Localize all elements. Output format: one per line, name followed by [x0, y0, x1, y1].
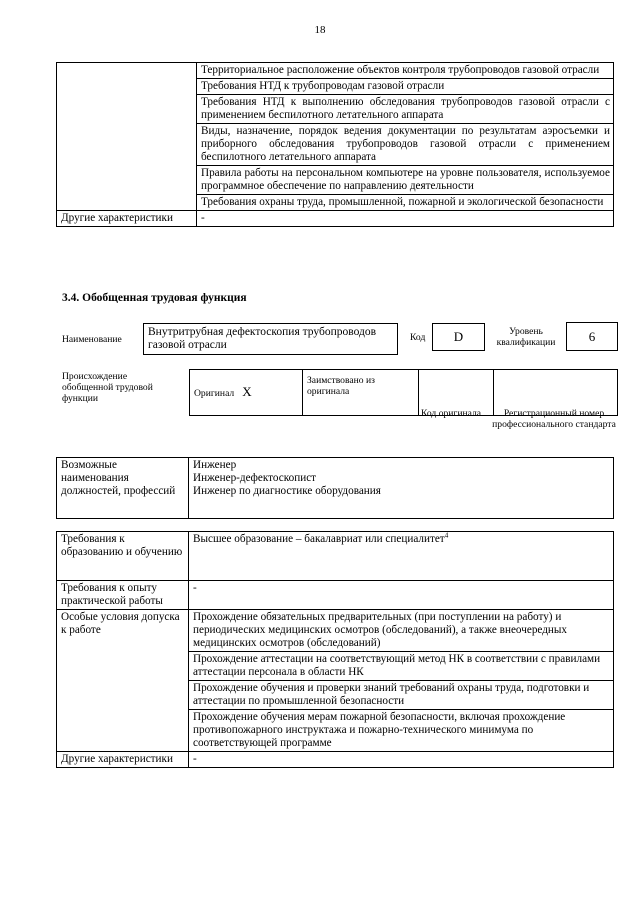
- name-label: Наименование: [62, 334, 122, 345]
- level-value-box: 6: [566, 322, 618, 351]
- row-label: Требования к опыту практической работы: [57, 581, 189, 610]
- positions-table: [56, 457, 614, 519]
- table-cell: -: [197, 211, 614, 227]
- list-item: Инженер: [193, 459, 237, 471]
- table-cell: Требования НТД к выполнению обследования трубопроводов газовой отрасли с применением беспилотного летательного аппарата: [197, 95, 614, 124]
- table-row: [57, 458, 614, 519]
- list-item: Инженер по диагностике оборудования: [193, 485, 381, 497]
- borrowed-cell: Заимствовано из оригинала: [303, 370, 419, 416]
- original-cell: [190, 370, 303, 416]
- table-cell: Требования охраны труда, промышленной, пожарной и экологической безопасности: [197, 195, 614, 211]
- table-cell: Правила работы на персональном компьютере на уровне пользователя, используемое программное обеспечение по направлению деятельности: [197, 166, 614, 195]
- table-cell: Прохождение обучения и проверки знаний требований охраны труда, подготовки и аттестации по промышленной безопасности: [189, 681, 614, 710]
- table-cell: Прохождение обязательных предварительных (при поступлении на работу) и периодических медицинских осмотров (обследований), а также внеочередных медицинских осмотров (обследований): [189, 610, 614, 652]
- table-cell: Прохождение обучения мерам пожарной безопасности, включая прохождение противопожарного инструктажа и пожарно-технического минимума по соответствующей программе: [189, 710, 614, 752]
- table-row: [57, 532, 614, 581]
- code-original-caption: Код оригинала: [420, 408, 482, 419]
- row-label: Возможные наименования должностей, профессий: [57, 458, 189, 519]
- education-value: Высшее образование – бакалавриат или специалитет: [193, 533, 445, 545]
- code-value-box: D: [432, 323, 485, 351]
- table-cell: [189, 458, 614, 519]
- table-row: [57, 211, 614, 227]
- list-item: Инженер-дефектоскопист: [193, 472, 317, 484]
- table-row: [57, 752, 614, 768]
- table-cell: -: [189, 581, 614, 610]
- original-mark: X: [242, 384, 252, 399]
- function-name-box: Внутритрубная дефектоскопия трубопроводов газовой отрасли: [143, 323, 398, 355]
- table-cell: Требования НТД к трубопроводам газовой отрасли: [197, 79, 614, 95]
- reg-number-caption: Регистрационный номер профессионального стандарта: [492, 408, 616, 430]
- level-label: Уровень квалификации: [496, 326, 556, 348]
- requirements-table: [56, 531, 614, 768]
- knowledge-table: [56, 62, 614, 227]
- row-label: [57, 63, 197, 211]
- table-cell: Территориальное расположение объектов контроля трубопроводов газовой отрасли: [197, 63, 614, 79]
- row-label: Другие характеристики: [57, 211, 197, 227]
- table-cell: Виды, назначение, порядок ведения документации по результатам аэросъемки и приборного обследования трубопроводов газовой отрасли с применением беспилотного летательного аппарата: [197, 124, 614, 166]
- code-label: Код: [410, 332, 426, 343]
- page-number: 18: [314, 24, 326, 36]
- table-row: [57, 63, 614, 79]
- table-row: [57, 610, 614, 652]
- row-label: Другие характеристики: [57, 752, 189, 768]
- section-title: 3.4. Обобщенная трудовая функция: [62, 292, 247, 304]
- table-cell: Прохождение аттестации на соответствующий метод НК в соответствии с правилами аттестации персонала в области НК: [189, 652, 614, 681]
- table-cell: [189, 532, 614, 581]
- table-cell: -: [189, 752, 614, 768]
- origin-label: Происхождение обобщенной трудовой функции: [62, 371, 153, 404]
- footnote-mark: 4: [444, 531, 449, 540]
- row-label: Особые условия допуска к работе: [57, 610, 189, 752]
- original-label: Оригинал: [194, 388, 235, 399]
- table-row: [57, 581, 614, 610]
- row-label: Требования к образованию и обучению: [57, 532, 189, 581]
